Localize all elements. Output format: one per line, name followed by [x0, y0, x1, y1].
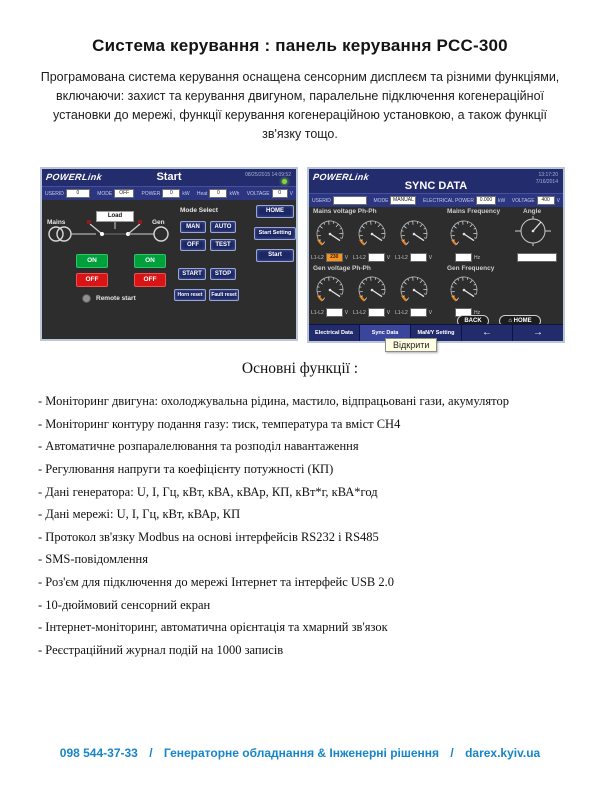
mode-select-label: Mode Select	[180, 207, 218, 214]
test-mode-button[interactable]: TEST	[210, 239, 236, 251]
gen-voltage-value	[410, 308, 427, 317]
unit-label: V	[289, 190, 293, 197]
field-label: MODE	[97, 190, 113, 197]
angle-value	[517, 253, 557, 262]
home-button-label: HOME	[513, 318, 532, 324]
feature-item: - Протокол зв'язку Modbus на основі інтерфейсів RS232 і RS485	[38, 530, 580, 546]
mains-off-button[interactable]: OFF	[76, 273, 108, 287]
time-text: 13:17:20	[538, 172, 558, 178]
phase-label: L1-L2	[395, 254, 408, 261]
feature-item: - Автоматичне розпаралелювання та розподіл навантаження	[38, 439, 580, 455]
right-arrow-icon[interactable]: →	[533, 327, 543, 338]
one-line-diagram	[44, 217, 184, 251]
voltage-value-box[interactable]: 400	[537, 196, 555, 205]
left-arrow-icon[interactable]: ←	[462, 325, 513, 341]
mains-label: Mains	[47, 219, 66, 226]
mains-frequency-gauge-icon	[445, 216, 483, 250]
feature-item: - SMS-повідомлення	[38, 552, 580, 568]
fault-reset-button[interactable]: Fault reset	[209, 289, 239, 301]
electrical-power-box[interactable]: 0.000	[476, 196, 496, 205]
mode-value-box[interactable]: MANUAL	[390, 196, 416, 205]
unit-label: Hz	[474, 309, 481, 316]
screen-title: SYNC DATA	[404, 180, 468, 192]
company-name: Генераторне обладнання & Інженерні рішення	[163, 746, 440, 760]
unit-label: V	[428, 309, 433, 316]
tab-sync-data[interactable]: Sync Data	[360, 325, 411, 341]
remote-start-label: Remote start	[96, 295, 136, 302]
gen-voltage-gauge-icon	[311, 272, 349, 306]
man-mode-button[interactable]: MAN	[180, 221, 206, 233]
remote-start-indicator[interactable]	[82, 294, 91, 303]
status-field-row	[42, 186, 296, 200]
feature-item: - Реєстраційний журнал подій на 1000 записів	[38, 643, 580, 659]
back-button[interactable]: BACK	[457, 315, 489, 327]
feature-item: - 10-дюймовий сенсорний екран	[38, 598, 580, 614]
load-label: Load	[96, 211, 134, 222]
angle-label: Angle	[523, 208, 542, 215]
feature-item: - Моніторинг контуру подання газу: тиск, температура та вміст CH4	[38, 417, 580, 433]
feature-item: - Моніторинг двигуна: охолоджувальна рідина, мастило, відпрацьовані гази, акумулятор	[38, 394, 580, 410]
mains-voltage-gauge-icon	[311, 216, 349, 250]
field-label: USERID	[312, 197, 331, 204]
unit-label: V	[344, 254, 349, 261]
separator: /	[149, 746, 153, 760]
power-value-box[interactable]: 0	[162, 189, 180, 198]
unit-label: kW	[182, 190, 190, 197]
gen-voltage-label: Gen voltage Ph-Ph	[313, 265, 371, 272]
gen-on-button[interactable]: ON	[134, 254, 166, 268]
unit-label: V	[556, 197, 560, 204]
feature-item: - Регулювання напруги та коефіцієнту потужності (КП)	[38, 462, 580, 478]
gen-voltage-value	[368, 308, 385, 317]
mains-frequency-label: Mains Frequency	[447, 208, 501, 215]
home-button[interactable]: HOME	[256, 205, 294, 218]
gen-voltage-value	[326, 308, 343, 317]
page-title: Система керування : панель керування PCC-300	[92, 36, 508, 55]
phase-label: L1-L2	[395, 309, 408, 316]
unit-label: V	[386, 254, 391, 261]
off-mode-button[interactable]: OFF	[180, 239, 206, 251]
unit-label: V	[344, 309, 349, 316]
mains-on-button[interactable]: ON	[76, 254, 108, 268]
feature-item: - Дані генератора: U, I, Гц, кВт, кВА, кВАр, КП, кВт*г, кВА*год	[38, 485, 580, 501]
field-label: ELECTRICAL POWER	[423, 197, 474, 204]
sync-angle-dial-icon	[513, 213, 553, 251]
userid-input[interactable]	[333, 196, 367, 205]
datetime-display: 08/25/2015 14:09:52	[245, 172, 291, 178]
unit-label: V	[386, 309, 391, 316]
date-text: 7/16/2014	[535, 178, 558, 185]
field-label: VOLTAGE	[246, 190, 270, 197]
footer-contact-line	[0, 746, 600, 760]
start-header-bar	[42, 169, 296, 186]
field-label: Heat	[196, 190, 208, 197]
open-tooltip: Відкрити	[385, 338, 437, 352]
feature-item: - Роз'єм для підключення до мережі Інтернет та інтерфейс USB 2.0	[38, 575, 580, 591]
gen-label: Gen	[152, 219, 165, 226]
gen-frequency-gauge-icon	[445, 272, 483, 306]
website-link[interactable]: darex.kyiv.ua	[465, 746, 541, 760]
start-page-button[interactable]: Start	[256, 249, 294, 262]
gen-voltage-gauge-icon	[353, 272, 391, 306]
sync-panel-screenshot	[307, 167, 565, 350]
mains-frequency-value	[455, 253, 472, 262]
unit-label: Hz	[474, 254, 481, 261]
unit-label: kWh	[229, 190, 240, 197]
status-indicator-light	[282, 179, 287, 184]
phase-label: L1-L2	[353, 309, 366, 316]
horn-reset-button[interactable]: Horn reset	[174, 289, 206, 301]
mains-voltage-value: 230	[326, 253, 343, 262]
mains-voltage-label: Mains voltage Ph-Ph	[313, 208, 377, 215]
datetime-display	[536, 172, 558, 186]
gen-frequency-label: Gen Frequency	[447, 265, 495, 272]
unit-label: V	[428, 254, 433, 261]
phase-label: L1-L2	[353, 254, 366, 261]
field-label: MODE	[373, 197, 389, 204]
mains-voltage-value	[410, 253, 427, 262]
feature-item: - Дані мережі: U, I, Гц, кВт, кВАр, КП	[38, 507, 580, 523]
sync-header-bar	[309, 169, 563, 193]
mains-voltage-gauge-icon	[353, 216, 391, 250]
screenshots-row	[40, 167, 566, 350]
unit-label: kW	[497, 197, 506, 204]
tab-electrical-data[interactable]: Electrical Data	[309, 325, 360, 341]
separator: /	[450, 746, 454, 760]
gen-off-button[interactable]: OFF	[134, 273, 166, 287]
field-label: POWER	[141, 190, 161, 197]
heat-value-box[interactable]: 0	[209, 189, 227, 198]
auto-mode-button[interactable]: AUTO	[210, 221, 236, 233]
field-label: VOLTAGE	[511, 197, 535, 204]
start-setting-button[interactable]: Start Setting	[254, 227, 296, 240]
mains-voltage-gauge-icon	[395, 216, 433, 250]
start-command-button[interactable]: START	[178, 268, 206, 280]
phase-label: L1-L2	[311, 309, 324, 316]
intro-paragraph: Програмована система керування оснащена сенсорним дисплеєм та різними функціями, включаючи: захист та керування двигуном, паралельне підключення когенераційної установки до мережі, функції керування когенераційною установкою, а також функції зв'язку тощо.	[40, 70, 560, 141]
feature-item: - Інтернет-моніторинг, автоматична орієнтація та хмарний зв'язок	[38, 620, 580, 636]
gen-voltage-gauge-icon	[395, 272, 433, 306]
phase-label: L1-L2	[311, 254, 324, 261]
userid-input[interactable]: 0	[66, 189, 90, 198]
mode-value-box[interactable]: OFF	[114, 189, 134, 198]
start-panel-screenshot	[40, 167, 298, 341]
stop-command-button[interactable]: STOP	[210, 268, 236, 280]
tab-many-setting[interactable]: MaN/Y Setting	[411, 325, 462, 341]
mains-voltage-value	[368, 253, 385, 262]
powerlink-logo: POWERLink	[45, 172, 103, 182]
voltage-value-box[interactable]: 0	[272, 189, 288, 198]
screen-title: Start	[156, 171, 182, 183]
features-section	[0, 360, 600, 666]
features-heading: Основні функції :	[241, 360, 359, 377]
field-label: USERID	[45, 190, 64, 197]
powerlink-logo: POWERLink	[312, 172, 370, 182]
home-icon: ⌂	[508, 318, 512, 324]
status-field-row	[309, 193, 563, 207]
phone-number: 098 544-37-33	[59, 746, 138, 760]
